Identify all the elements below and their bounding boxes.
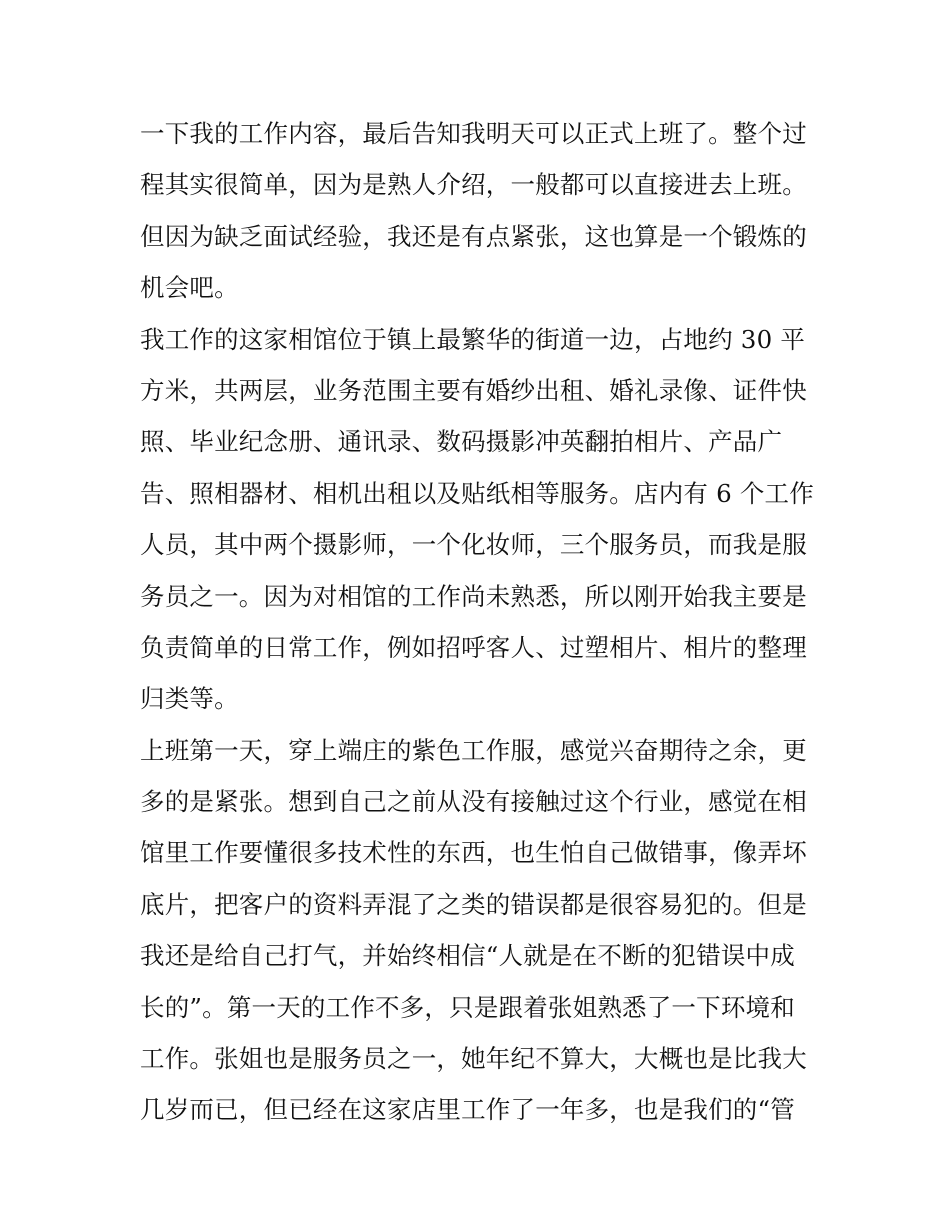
paragraph — [140, 314, 820, 725]
text-line: 方米，共两层，业务范围主要有婚纱出租、婚礼录像、证件快 — [140, 375, 807, 405]
text-line: 几岁而已，但已经在这家店里工作了一年多，也是我们的“管 — [140, 1095, 795, 1125]
text-line: 告、照相器材、相机出租以及贴纸相等服务。店内有 6 个工作 — [140, 478, 814, 508]
text-line: 但因为缺乏面试经验，我还是有点紧张，这也算是一个锻炼的 — [140, 221, 807, 251]
text-line: 上班第一天，穿上端庄的紫色工作服，感觉兴奋期待之余，更 — [140, 735, 807, 765]
text-line: 工作。张姐也是服务员之一，她年纪不算大，大概也是比我大 — [140, 1044, 807, 1074]
document-body — [140, 108, 820, 1136]
text-line: 底片，把客户的资料弄混了之类的错误都是很容易犯的。但是 — [140, 889, 807, 919]
paragraph — [140, 725, 820, 1136]
paragraph — [140, 108, 820, 314]
text-line: 照、毕业纪念册、通讯录、数码摄影冲英翻拍相片、产品广 — [140, 427, 783, 457]
text-line: 一下我的工作内容，最后告知我明天可以正式上班了。整个过 — [140, 119, 807, 148]
text-line: 程其实很简单，因为是熟人介绍，一般都可以直接进去上班。 — [140, 170, 807, 200]
text-line: 负责简单的日常工作，例如招呼客人、过塑相片、相片的整理 — [140, 632, 807, 662]
text-line: 机会吧。 — [140, 273, 239, 303]
text-line: 馆里工作要懂很多技术性的东西，也生怕自己做错事，像弄坏 — [140, 838, 807, 868]
text-line: 长的”。第一天的工作不多，只是跟着张姐熟悉了一下环境和 — [140, 992, 795, 1022]
text-line: 我工作的这家相馆位于镇上最繁华的街道一边，占地约 30 平 — [140, 324, 806, 354]
text-line: 归类等。 — [140, 684, 239, 714]
text-line: 我还是给自己打气，并始终相信“人就是在不断的犯错误中成 — [140, 941, 795, 971]
text-line: 多的是紧张。想到自己之前从没有接触过这个行业，感觉在相 — [140, 787, 807, 817]
text-line: 务员之一。因为对相馆的工作尚未熟悉，所以刚开始我主要是 — [140, 581, 807, 611]
text-line: 人员，其中两个摄影师，一个化妆师，三个服务员，而我是服 — [140, 530, 807, 560]
